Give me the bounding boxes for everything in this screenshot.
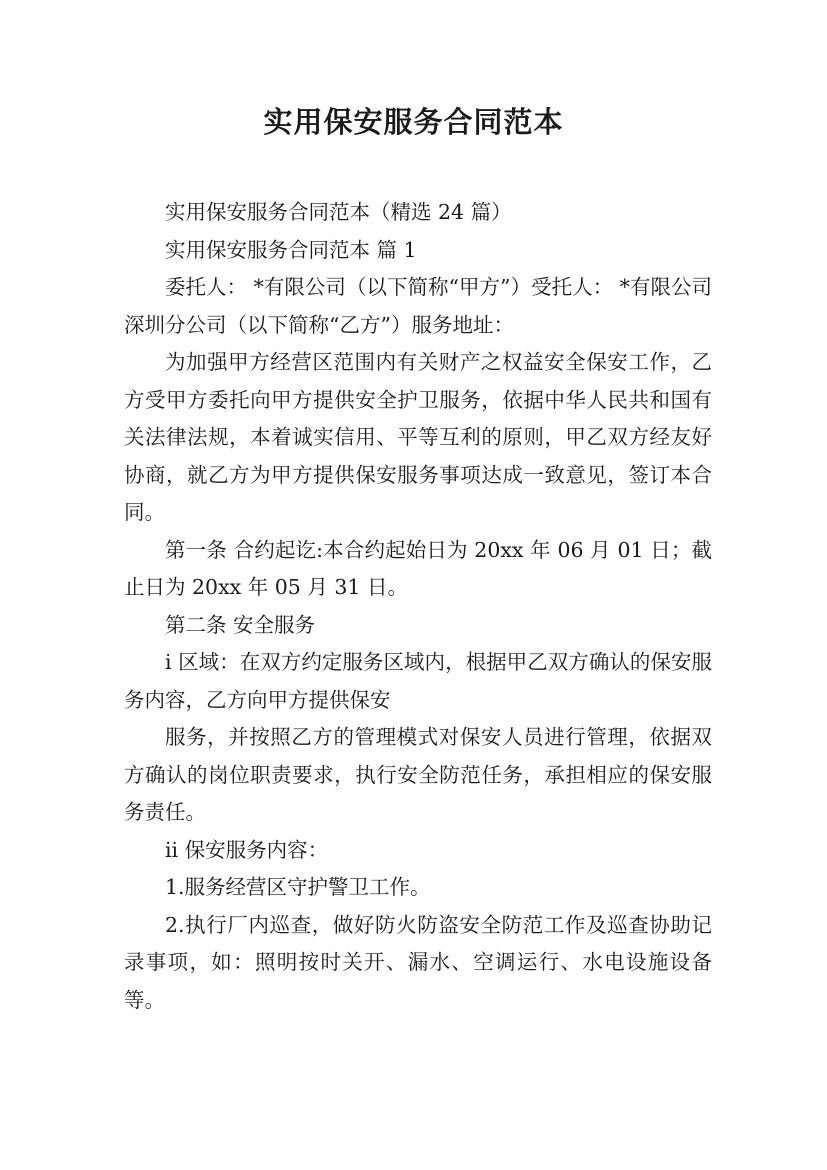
paragraph-preamble: 为加强甲方经营区范围内有关财产之权益安全保安工作，乙方受甲方委托向甲方提供安全护卫服务，依据中华人民共和国有关法律法规，本着诚实信用、平等互利的原则，甲乙双方经友好协商，就乙方为甲方提供保安服务事项达成一致意见，签订本合同。 (124, 350, 712, 524)
paragraph-section-heading: 实用保安服务合同范本 篇 1 (165, 237, 417, 262)
paragraph-item-1: 1.服务经营区守护警卫工作。 (165, 875, 431, 899)
paragraph-article-1: 第一条 合约起讫:本合约起始日为 20xx 年 06 月 01 日；截止日为 20xx 年 05 月 31 日。 (124, 537, 712, 599)
paragraph-service-content-heading: ii 保安服务内容： (165, 837, 329, 862)
paragraph-area: i 区域：在双方约定服务区域内，根据甲乙双方确认的保安服务内容，乙方向甲方提供保安 (124, 650, 712, 712)
document-body (124, 194, 712, 1019)
paragraph-parties: 委托人： *有限公司（以下简称“甲方”）受托人： *有限公司深圳分公司（以下简称“乙方”）服务地址： (124, 275, 712, 337)
paragraph-subtitle: 实用保安服务合同范本（精选 24 篇） (165, 200, 512, 224)
document-title: 实用保安服务合同范本 (263, 105, 564, 139)
paragraph-area-continued: 服务，并按照乙方的管理模式对保安人员进行管理，依据双方确认的岗位职责要求，执行安全防范任务，承担相应的保安服务责任。 (124, 725, 712, 824)
paragraph-item-2: 2.执行厂内巡查，做好防火防盗安全防范工作及巡查协助记录事项，如：照明按时关开、漏水、空调运行、水电设施设备等。 (124, 912, 712, 1012)
paragraph-article-2-heading: 第二条 安全服务 (165, 612, 316, 637)
